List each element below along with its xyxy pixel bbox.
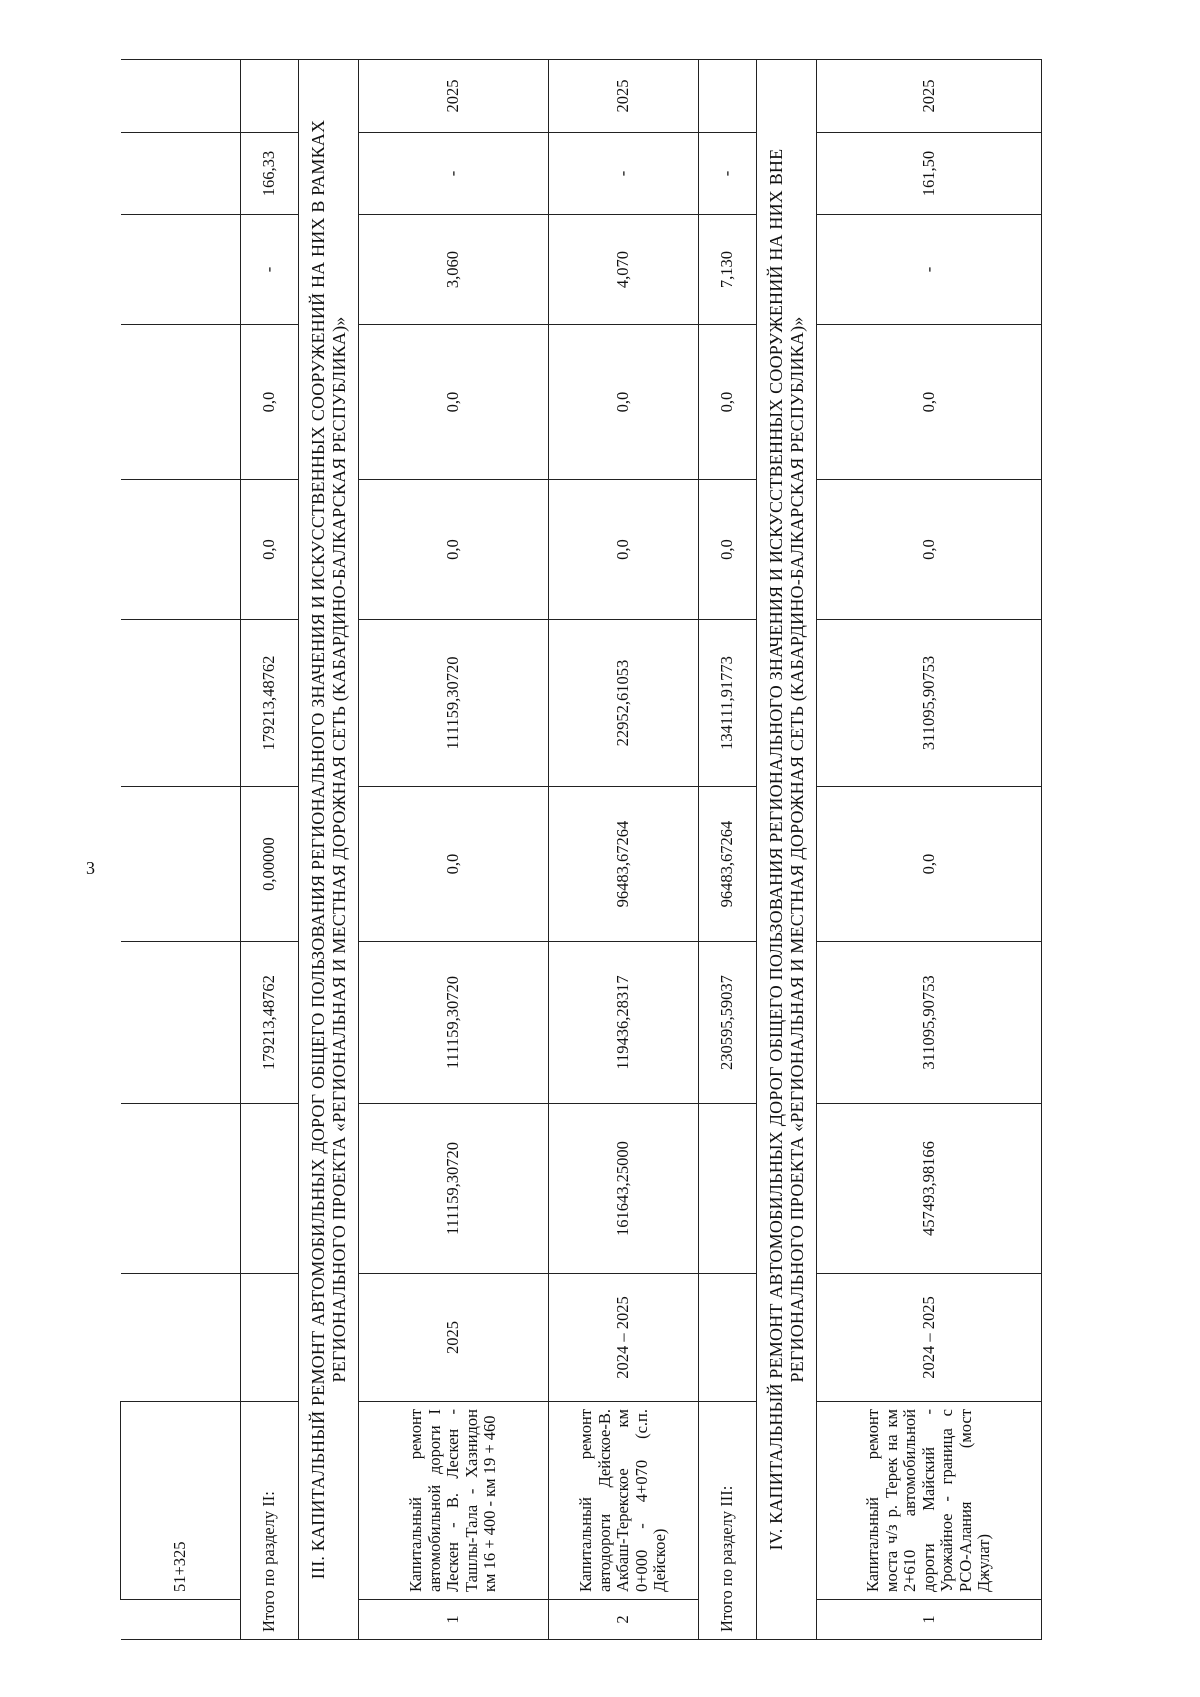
cell-cost [121, 1104, 241, 1274]
cell-num [121, 1600, 241, 1640]
cell-loc: 0,0 [359, 480, 549, 620]
section-3-title: III. КАПИТАЛЬНЫЙ РЕМОНТ АВТОМОБИЛЬНЫХ ДОРОГ ОБЩЕГО ПОЛЬЗОВАНИЯ РЕГИОНАЛЬНОГО ЗНАЧЕНИЯ И ИСКУССТВЕННЫХ СООРУЖЕНИЙ НА НИХ В РАМКАХ РЕГИОНАЛЬНОГО ПРОЕКТА «РЕГИОНАЛЬНАЯ И МЕСТНАЯ ДОРОЖНАЯ СЕТЬ (КАБАРДИНО-БАЛКАРСКАЯ РЕСПУБЛИКА)» [299, 60, 359, 1640]
cell-total: 311095,90753 [817, 942, 1042, 1104]
cell-pm: - [549, 133, 699, 215]
cell-year [121, 60, 241, 133]
cell-loc: 0,0 [699, 480, 757, 620]
cell-total [121, 942, 241, 1104]
cell-reg: 134111,91773 [699, 620, 757, 787]
cell-km: 4,070 [549, 215, 699, 325]
page-number: 3 [86, 858, 95, 878]
subtotal-row-3 [699, 60, 757, 1640]
cell-oth: 0,0 [241, 325, 299, 480]
subtotal-row-2 [241, 60, 299, 1640]
cell-period [121, 1274, 241, 1402]
cell-km [121, 215, 241, 325]
cell-year: 2025 [817, 60, 1042, 133]
cell-fed: 0,00000 [241, 787, 299, 942]
section-4-title: IV. КАПИТАЛЬНЫЙ РЕМОНТ АВТОМОБИЛЬНЫХ ДОРОГ ОБЩЕГО ПОЛЬЗОВАНИЯ РЕГИОНАЛЬНОГО ЗНАЧЕНИЯ И ИСКУССТВЕННЫХ СООРУЖЕНИЙ НА НИХ ВНЕ РЕГИОНАЛЬНОГО ПРОЕКТА «РЕГИОНАЛЬНАЯ И МЕСТНАЯ ДОРОЖНАЯ СЕТЬ (КАБАРДИНО-БАЛКАРСКАЯ РЕСПУБЛИКА)» [757, 60, 817, 1640]
repair-program-table [120, 59, 1042, 1640]
cell-cost: 161643,25000 [549, 1104, 699, 1274]
cell-loc: 0,0 [241, 480, 299, 620]
cell-km: - [241, 215, 299, 325]
cell-loc [121, 480, 241, 620]
cell-pm: 166,33 [241, 133, 299, 215]
cell-total: 119436,28317 [549, 942, 699, 1104]
cell-fed: 0,0 [817, 787, 1042, 942]
section-3-header [299, 60, 359, 1640]
cell-reg: 311095,90753 [817, 620, 1042, 787]
cell-period: 2024 – 2025 [817, 1274, 1042, 1402]
cell-fed: 96483,67264 [549, 787, 699, 942]
cell-reg [121, 620, 241, 787]
cell-loc: 0,0 [549, 480, 699, 620]
cell-name: Капитальный ремонт автомобильной дороги I Лескен - В. Лескен - Ташлы-Тала - Хазнидон км 16 + 400 - км 19 + 460 [359, 1402, 549, 1600]
cell-num: 1 [817, 1600, 1042, 1640]
table-row [359, 60, 549, 1640]
cell-num: 1 [359, 1600, 549, 1640]
cell-pm: - [359, 133, 549, 215]
cell-fed: 96483,67264 [699, 787, 757, 942]
cell-period [699, 1274, 757, 1402]
subtotal-label: Итого по разделу II: [241, 1402, 299, 1640]
carry-over-row [121, 60, 241, 1640]
cell-period: 2025 [359, 1274, 549, 1402]
cell-oth: 0,0 [699, 325, 757, 480]
cell-year: 2025 [549, 60, 699, 133]
cell-oth [121, 325, 241, 480]
cell-period: 2024 – 2025 [549, 1274, 699, 1402]
table-row [817, 60, 1042, 1640]
cell-total: 230595,59037 [699, 942, 757, 1104]
cell-loc: 0,0 [817, 480, 1042, 620]
cell-pm [121, 133, 241, 215]
cell-num: 2 [549, 1600, 699, 1640]
rotated-table-container [120, 60, 1120, 1640]
cell-period [241, 1274, 299, 1402]
cell-oth: 0,0 [549, 325, 699, 480]
cell-cost: 457493,98166 [817, 1104, 1042, 1274]
cell-fed: 0,0 [359, 787, 549, 942]
cell-km: 7,130 [699, 215, 757, 325]
cell-cost [699, 1104, 757, 1274]
cell-year [241, 60, 299, 133]
cell-cost: 111159,30720 [359, 1104, 549, 1274]
cell-total: 111159,30720 [359, 942, 549, 1104]
cell-reg: 179213,48762 [241, 620, 299, 787]
cell-year: 2025 [359, 60, 549, 133]
cell-year [699, 60, 757, 133]
subtotal-label: Итого по разделу III: [699, 1402, 757, 1640]
cell-fed [121, 787, 241, 942]
section-4-header [757, 60, 817, 1640]
cell-km: 3,060 [359, 215, 549, 325]
cell-oth: 0,0 [359, 325, 549, 480]
cell-total: 179213,48762 [241, 942, 299, 1104]
cell-pm: 161,50 [817, 133, 1042, 215]
cell-cost [241, 1104, 299, 1274]
cell-name: Капитальный ремонт автодороги Дейское-В. Акбаш-Терекское км 0+000 - 4+070 (с.п. Дейское) [549, 1402, 699, 1600]
cell-pm: - [699, 133, 757, 215]
cell-name: Капитальный ремонт моста ч/з р. Терек на км 2+610 автомобильной дороги Майский - Урожайное - граница с РСО-Алания (мост Джулат) [817, 1402, 1042, 1600]
cell-reg: 111159,30720 [359, 620, 549, 787]
cell-reg: 22952,61053 [549, 620, 699, 787]
table-row [549, 60, 699, 1640]
cell-km: - [817, 215, 1042, 325]
cell-oth: 0,0 [817, 325, 1042, 480]
cell-name: 51+325 [121, 1402, 241, 1600]
